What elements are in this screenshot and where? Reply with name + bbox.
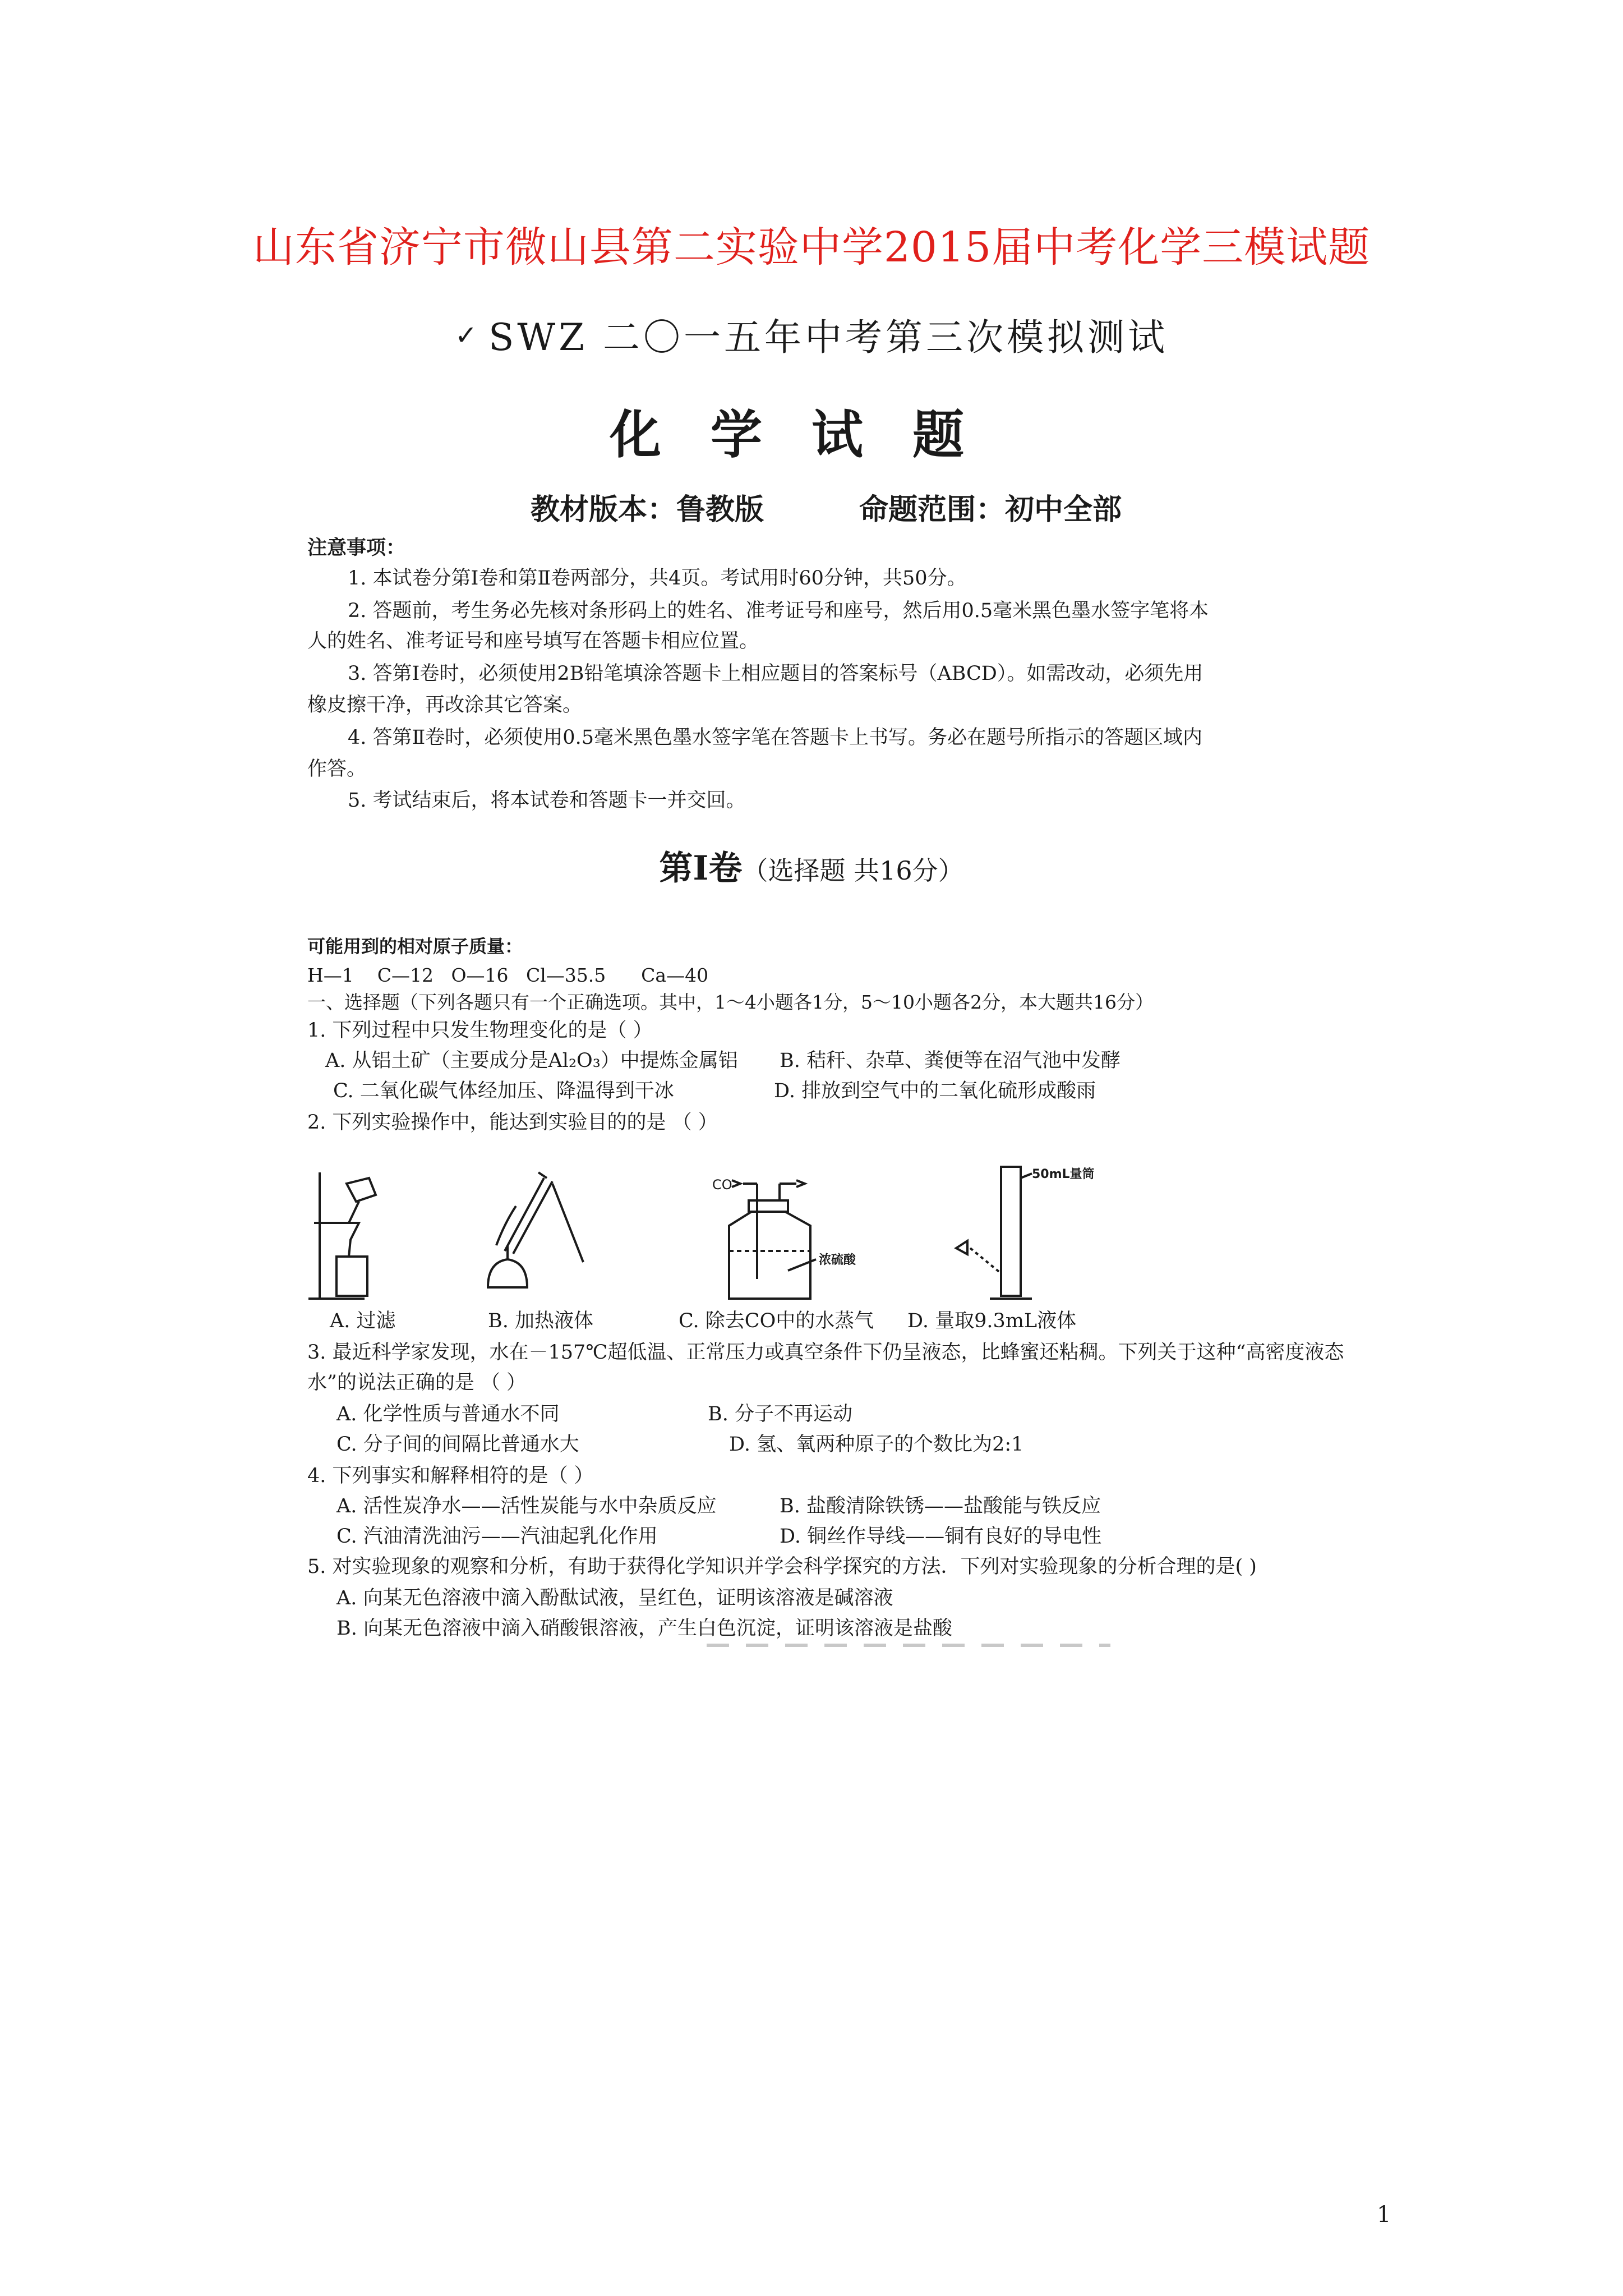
scan-cutoff-fragment <box>707 1644 1110 1647</box>
gas-washing-bottle-icon <box>729 1180 816 1299</box>
document-source-title: 山东省济宁市微山县第二实验中学2015届中考化学三模试题 <box>252 223 1371 272</box>
q1-option-a: A. 从铝土矿（主要成分是Al₂O₃）中提炼金属铝 <box>325 1050 738 1072</box>
q2-option-a: A. 过滤 <box>330 1310 396 1332</box>
page-number: 1 <box>1377 2202 1391 2228</box>
q4-stem: 4. 下列事实和解释相符的是（ ） <box>307 1465 594 1487</box>
section-title-main: 第Ⅰ卷 <box>659 849 743 888</box>
part1-heading: 一、选择题（下列各题只有一个正确选项。其中，1～4小题各1分，5～10小题各2分，本大题共16分） <box>307 991 1154 1013</box>
acid-label: 浓硫酸 <box>819 1253 856 1267</box>
graduated-cylinder-icon <box>956 1167 1032 1299</box>
heating-liquid-apparatus-icon <box>488 1172 583 1287</box>
q5-option-a: A. 向某无色溶液中滴入酚酞试液，呈红色，证明该溶液是碱溶液 <box>336 1587 893 1609</box>
q3-option-d: D. 氢、氧两种原子的个数比为2:1 <box>729 1433 1024 1456</box>
edition-line <box>531 486 1122 528</box>
note-line: 1. 本试卷分第Ⅰ卷和第Ⅱ卷两部分，共4页。考试用时60分钟，共50分。 <box>348 567 967 590</box>
q4-option-c: C. 汽油清洗油污——汽油起乳化作用 <box>336 1525 658 1548</box>
q2-option-d: D. 量取9.3mL液体 <box>907 1310 1077 1332</box>
q4-option-b: B. 盐酸清除铁锈——盐酸能与铁反应 <box>780 1495 1101 1517</box>
note-line: 人的姓名、准考证号和座号填写在答题卡相应位置。 <box>307 630 759 652</box>
note-line: 2. 答题前，考生务必先核对条形码上的姓名、准考证号和座号，然后用0.5毫米黑色墨水签字笔将本 <box>348 600 1209 622</box>
pen-mark-icon: ✓ <box>454 320 481 351</box>
q5-option-b: B. 向某无色溶液中滴入硝酸银溶液，产生白色沉淀，证明该溶液是盐酸 <box>336 1617 952 1640</box>
subject-title: 化学试题 <box>609 404 1013 465</box>
exam-title <box>0 307 1623 361</box>
q1-option-b: B. 秸秆、杂草、粪便等在沼气池中发酵 <box>780 1050 1121 1072</box>
notes-heading: 注意事项： <box>307 536 406 559</box>
q1-option-c: C. 二氧化碳气体经加压、降温得到干冰 <box>333 1080 674 1102</box>
q3-option-b: B. 分子不再运动 <box>708 1403 852 1425</box>
exam-title-text: SWZ 二〇一五年中考第三次模拟测试 <box>488 316 1169 359</box>
filtration-apparatus-icon <box>308 1172 376 1299</box>
atomic-mass-heading: 可能用到的相对原子质量： <box>307 936 523 957</box>
q1-stem: 1. 下列过程中只发生物理变化的是（ ） <box>307 1019 653 1042</box>
atomic-mass-values: H—1 C—12 O—16 Cl—35.5 Ca—40 <box>307 964 709 986</box>
cylinder-label: 50mL量筒 <box>1032 1167 1095 1181</box>
q1-option-d: D. 排放到空气中的二氧化硫形成酸雨 <box>774 1080 1096 1102</box>
note-line: 橡皮擦干净，再改涂其它答案。 <box>307 694 583 716</box>
section-title-sub: （选择题 共16分） <box>742 855 964 886</box>
section-title <box>0 841 1623 890</box>
q4-option-a: A. 活性炭净水——活性炭能与水中杂质反应 <box>336 1495 717 1517</box>
q2-option-b: B. 加热液体 <box>488 1310 593 1332</box>
scope-label: 命题范围：初中全部 <box>859 493 1122 527</box>
q2-option-c: C. 除去CO中的水蒸气 <box>679 1310 874 1332</box>
q2-apparatus-figures <box>303 1161 1256 1307</box>
q2-stem: 2. 下列实验操作中，能达到实验目的的是 （ ） <box>307 1111 718 1134</box>
note-line: 作答。 <box>307 758 367 780</box>
co-label: CO <box>712 1177 732 1193</box>
edition-label: 教材版本：鲁教版 <box>531 493 764 527</box>
q4-option-d: D. 铜丝作导线——铜有良好的导电性 <box>780 1525 1102 1548</box>
q3-option-c: C. 分子间的间隔比普通水大 <box>336 1433 579 1456</box>
q3-option-a: A. 化学性质与普通水不同 <box>336 1403 560 1425</box>
note-line: 3. 答第Ⅰ卷时，必须使用2B铅笔填涂答题卡上相应题目的答案标号（ABCD）。如需改动，必须先用 <box>348 662 1204 685</box>
q3-stem-line2: 水”的说法正确的是 （ ） <box>307 1372 527 1394</box>
q3-stem-line1: 3. 最近科学家发现，水在－157℃超低温、正常压力或真空条件下仍呈液态，比蜂蜜还粘稠。下列关于这种“高密度液态 <box>307 1341 1344 1364</box>
note-line: 5. 考试结束后，将本试卷和答题卡一并交回。 <box>348 789 746 812</box>
q5-stem: 5. 对实验现象的观察和分析，有助于获得化学知识并学会科学探究的方法．下列对实验现象的分析合理的是( ) <box>307 1556 1257 1578</box>
note-line: 4. 答第Ⅱ卷时，必须使用0.5毫米黑色墨水签字笔在答题卡上书写。务必在题号所指示的答题区域内 <box>348 726 1202 749</box>
